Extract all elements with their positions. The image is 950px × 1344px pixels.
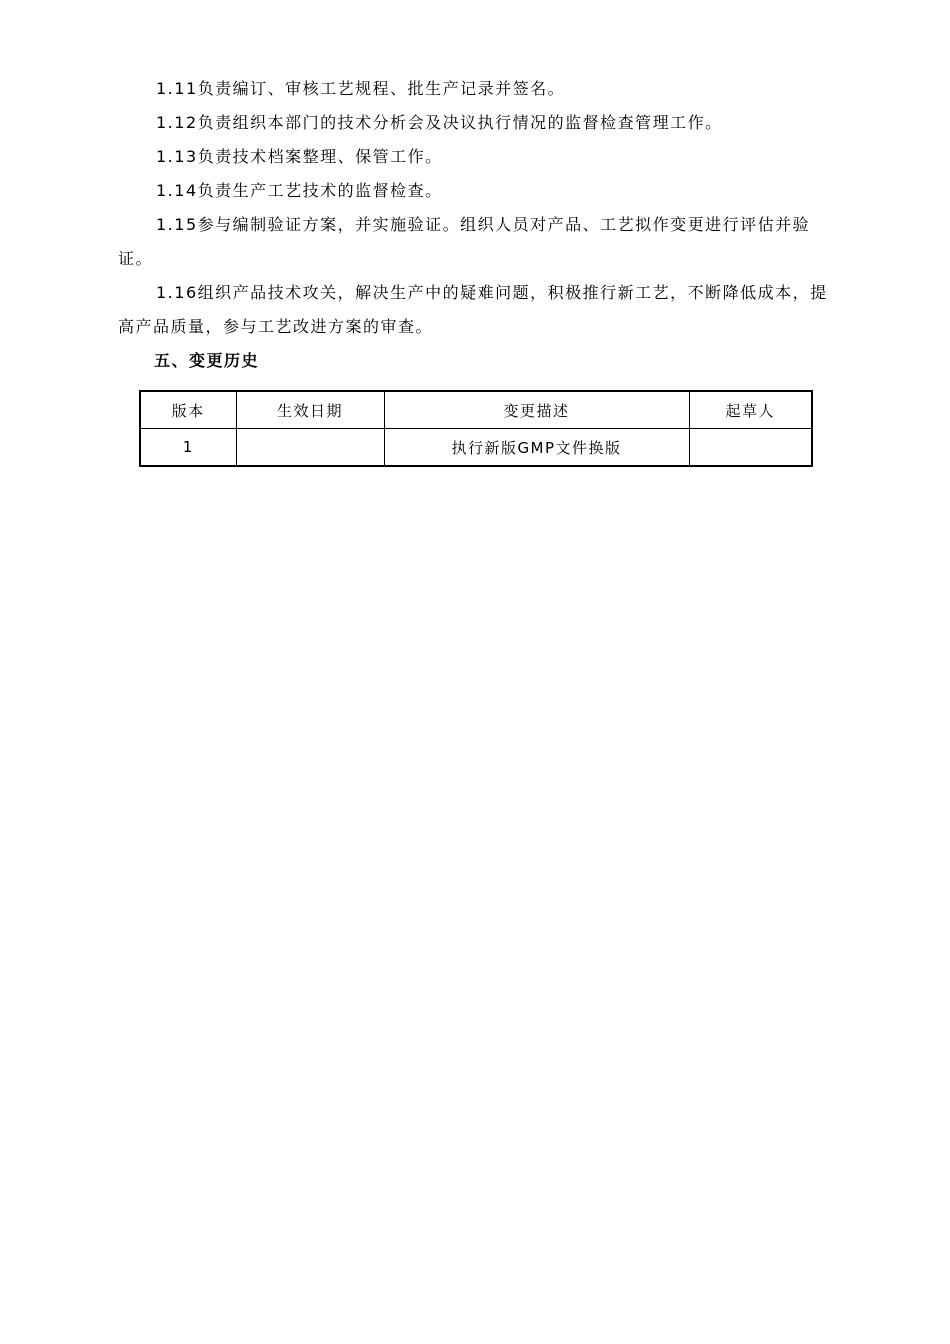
paragraph-1-15: 1.15参与编制验证方案，并实施验证。组织人员对产品、工艺拟作变更进行评估并验证。 xyxy=(118,215,811,268)
paragraph-1-14: 1.14负责生产工艺技术的监督检查。 xyxy=(156,181,443,200)
table-row xyxy=(140,429,812,467)
cell-drafter xyxy=(689,429,812,467)
header-version: 版本 xyxy=(140,391,236,429)
paragraph-1-11: 1.11负责编订、审核工艺规程、批生产记录并签名。 xyxy=(156,79,566,98)
section-heading-change-history: 五、变更历史 xyxy=(154,351,260,370)
paragraph-1-12: 1.12负责组织本部门的技术分析会及决议执行情况的监督检查管理工作。 xyxy=(156,113,723,132)
header-change-description: 变更描述 xyxy=(384,391,689,429)
document-body xyxy=(118,72,838,378)
cell-effective-date xyxy=(236,429,384,467)
change-history-table xyxy=(139,390,813,467)
cell-version: 1 xyxy=(140,429,236,467)
paragraph-1-16: 1.16组织产品技术攻关，解决生产中的疑难问题，积极推行新工艺，不断降低成本，提高产品质量，参与工艺改进方案的审查。 xyxy=(118,283,828,336)
header-drafter: 起草人 xyxy=(689,391,812,429)
header-effective-date: 生效日期 xyxy=(236,391,384,429)
cell-change-description: 执行新版GMP文件换版 xyxy=(384,429,689,467)
change-history-table-wrap xyxy=(139,390,811,467)
table-header-row xyxy=(140,391,812,429)
paragraph-1-13: 1.13负责技术档案整理、保管工作。 xyxy=(156,147,443,166)
